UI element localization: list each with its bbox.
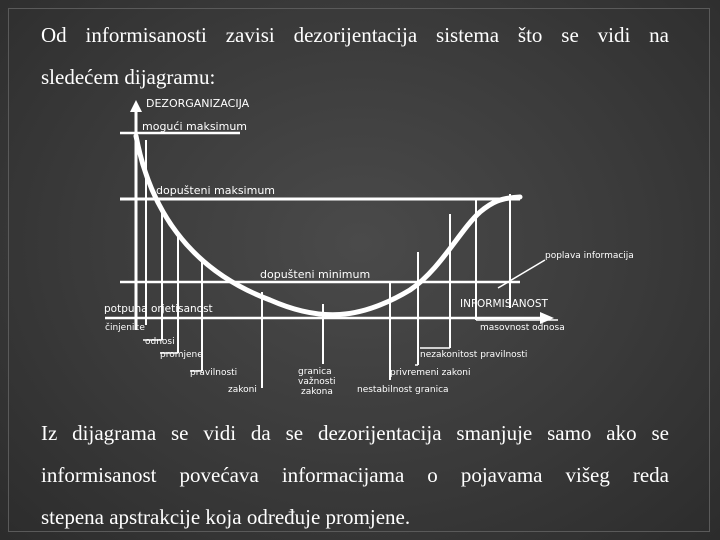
allowed-max-label: dopušteni maksimum [156,184,276,197]
label-privremeni: privremeni zakoni [390,368,471,378]
conclusion-line-2: informisanost povećava informacijama o pojavama višeg reda [41,463,669,487]
conclusion-line-3: stepena apstrakcije koja određuje promjene. [41,505,411,529]
full-orientation-label: potpuna orjetisanost [104,303,213,315]
intro-line-1: Od informisanosti zavisi dezorijentacija sistema što se vidi na [41,23,669,47]
label-cinjenice: činjenice [105,323,145,333]
y-axis-label: DEZORGANIZACIJA [146,97,250,110]
y-axis-arrow [130,100,142,112]
conclusion-line-1: Iz dijagrama se vidi da se dezorijentacija smanjuje samo ako se [41,421,669,445]
max-possible-label: mogući maksimum [142,120,248,133]
disorientation-curve [136,136,520,315]
label-promjene: promjene [160,350,203,360]
conclusion-paragraph [41,412,669,538]
info-flood-label: poplava informacija [545,251,634,261]
label-zakoni: zakoni [228,385,257,395]
info-flood-pointer [498,260,545,288]
label-odnosi: odnosi [145,337,175,347]
label-nezakonitost: nezakonitost pravilnosti [420,350,528,360]
label-granica-3: zakona [301,387,333,397]
label-masovnost: masovnost odnosa [480,323,565,333]
allowed-min-label: dopušteni minimum [260,268,371,281]
label-granica-1: granica [298,367,332,377]
label-pravilnosti: pravilnosti [190,368,238,378]
x-axis-label: INFORMISANOST [460,298,548,310]
label-granica-2: važnosti [298,377,336,387]
intro-line-2: sledećem dijagramu: [41,65,216,89]
label-nestabilnost: nestabilnost granica [357,385,449,395]
